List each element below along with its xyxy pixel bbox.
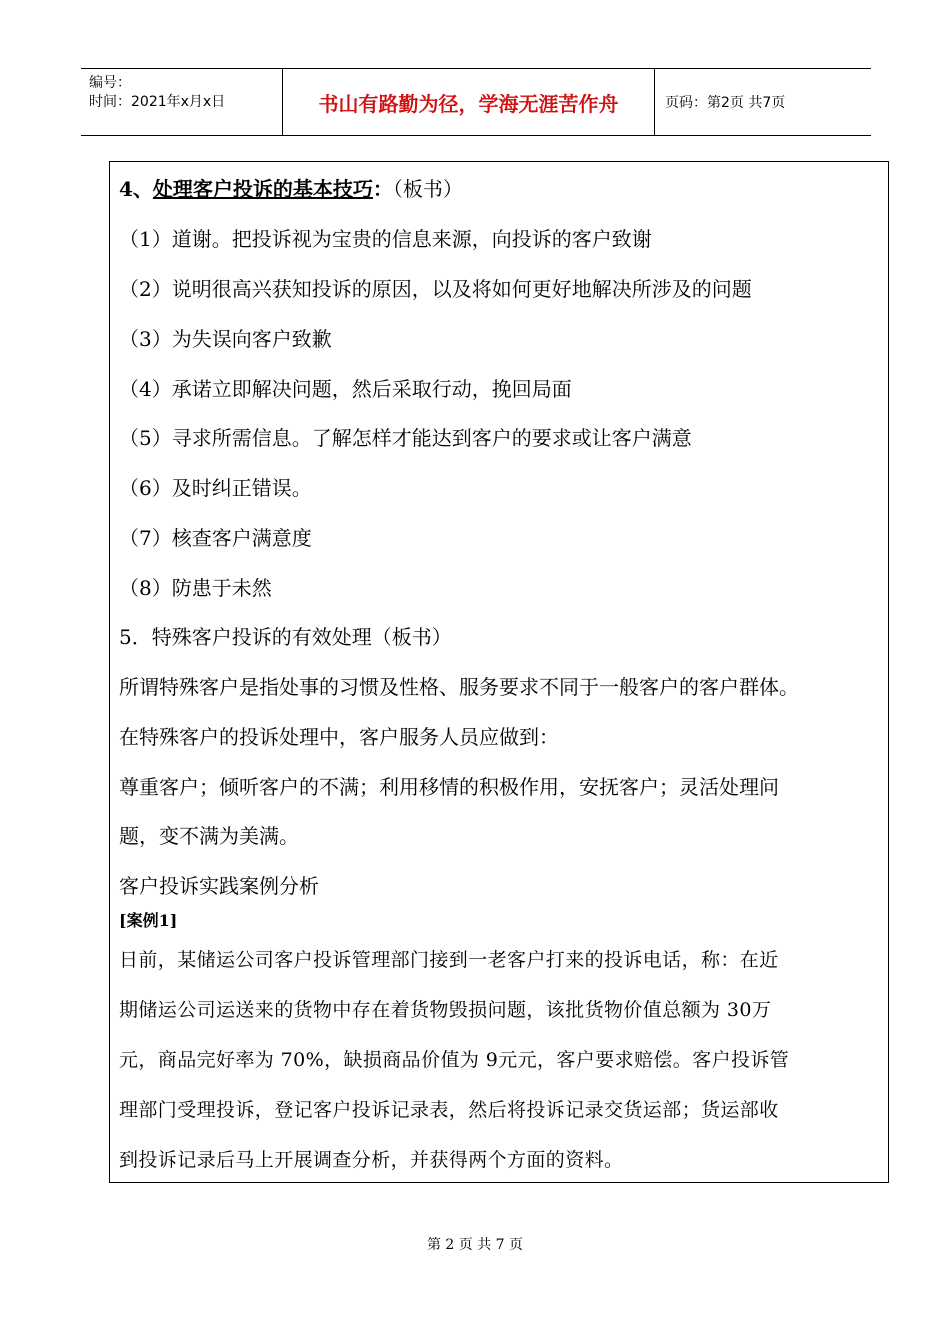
list-item: （7）核查客户满意度 <box>119 526 312 550</box>
page-footer: 第 2 页 共 7 页 <box>426 1237 524 1253</box>
case-label: [案例1] <box>119 911 178 930</box>
case-text-line: 日前，某储运公司客户投诉管理部门接到一老客户打来的投诉电话，称：在近 <box>119 949 779 971</box>
content-box <box>109 161 889 1183</box>
section-4-title: 处理客户投诉的基本技巧 <box>152 177 373 201</box>
list-item: （1）道谢。把投诉视为宝贵的信息来源，向投诉的客户致谢 <box>119 227 652 251</box>
header-info-cell <box>81 69 283 135</box>
case-section-heading: 客户投诉实践案例分析 <box>119 874 319 898</box>
page-number-info: 页码：第2页 共7页 <box>665 95 786 111</box>
list-item: （5）寻求所需信息。了解怎样才能达到客户的要求或让客户满意 <box>119 426 692 450</box>
list-item: （6）及时纠正错误。 <box>119 476 312 500</box>
paragraph: 所谓特殊客户是指处事的习惯及性格、服务要求不同于一般客户的客户群体。 <box>119 675 799 699</box>
list-item: （2）说明很高兴获知投诉的原因，以及将如何更好地解决所涉及的问题 <box>119 277 752 301</box>
section-5-heading: 5．特殊客户投诉的有效处理（板书） <box>119 625 452 649</box>
paragraph: 在特殊客户的投诉处理中，客户服务人员应做到： <box>119 725 559 749</box>
case-text-line: 期储运公司运送来的货物中存在着货物毁损问题，该批货物价值总额为 30万 <box>119 999 772 1021</box>
section-4-colon: ： <box>372 177 393 201</box>
header-motto: 书山有路勤为径，学海无涯苦作舟 <box>283 69 655 135</box>
list-item: （3）为失误向客户致歉 <box>119 327 332 351</box>
page-header <box>81 68 871 136</box>
case-text-line: 元，商品完好率为 70%，缺损商品价值为 9元元，客户要求赔偿。客户投诉管 <box>119 1049 790 1071</box>
section-4-number: 4、 <box>119 177 153 201</box>
section-4-note: （板书） <box>392 177 463 201</box>
list-item: （4）承诺立即解决问题，然后采取行动，挽回局面 <box>119 377 572 401</box>
list-item: （8）防患于未然 <box>119 576 272 600</box>
paragraph: 题，变不满为美满。 <box>119 824 299 848</box>
case-text-line: 理部门受理投诉，登记客户投诉记录表，然后将投诉记录交货运部；货运部收 <box>119 1099 779 1121</box>
document-number-label: 编号： <box>89 75 131 91</box>
paragraph: 尊重客户；倾听客户的不满；利用移情的积极作用，安抚客户；灵活处理问 <box>119 775 779 799</box>
section-4-heading <box>119 175 463 203</box>
case-text-line: 到投诉记录后马上开展调查分析，并获得两个方面的资料。 <box>119 1149 624 1171</box>
document-date: 时间：2021年x月x日 <box>89 94 226 110</box>
